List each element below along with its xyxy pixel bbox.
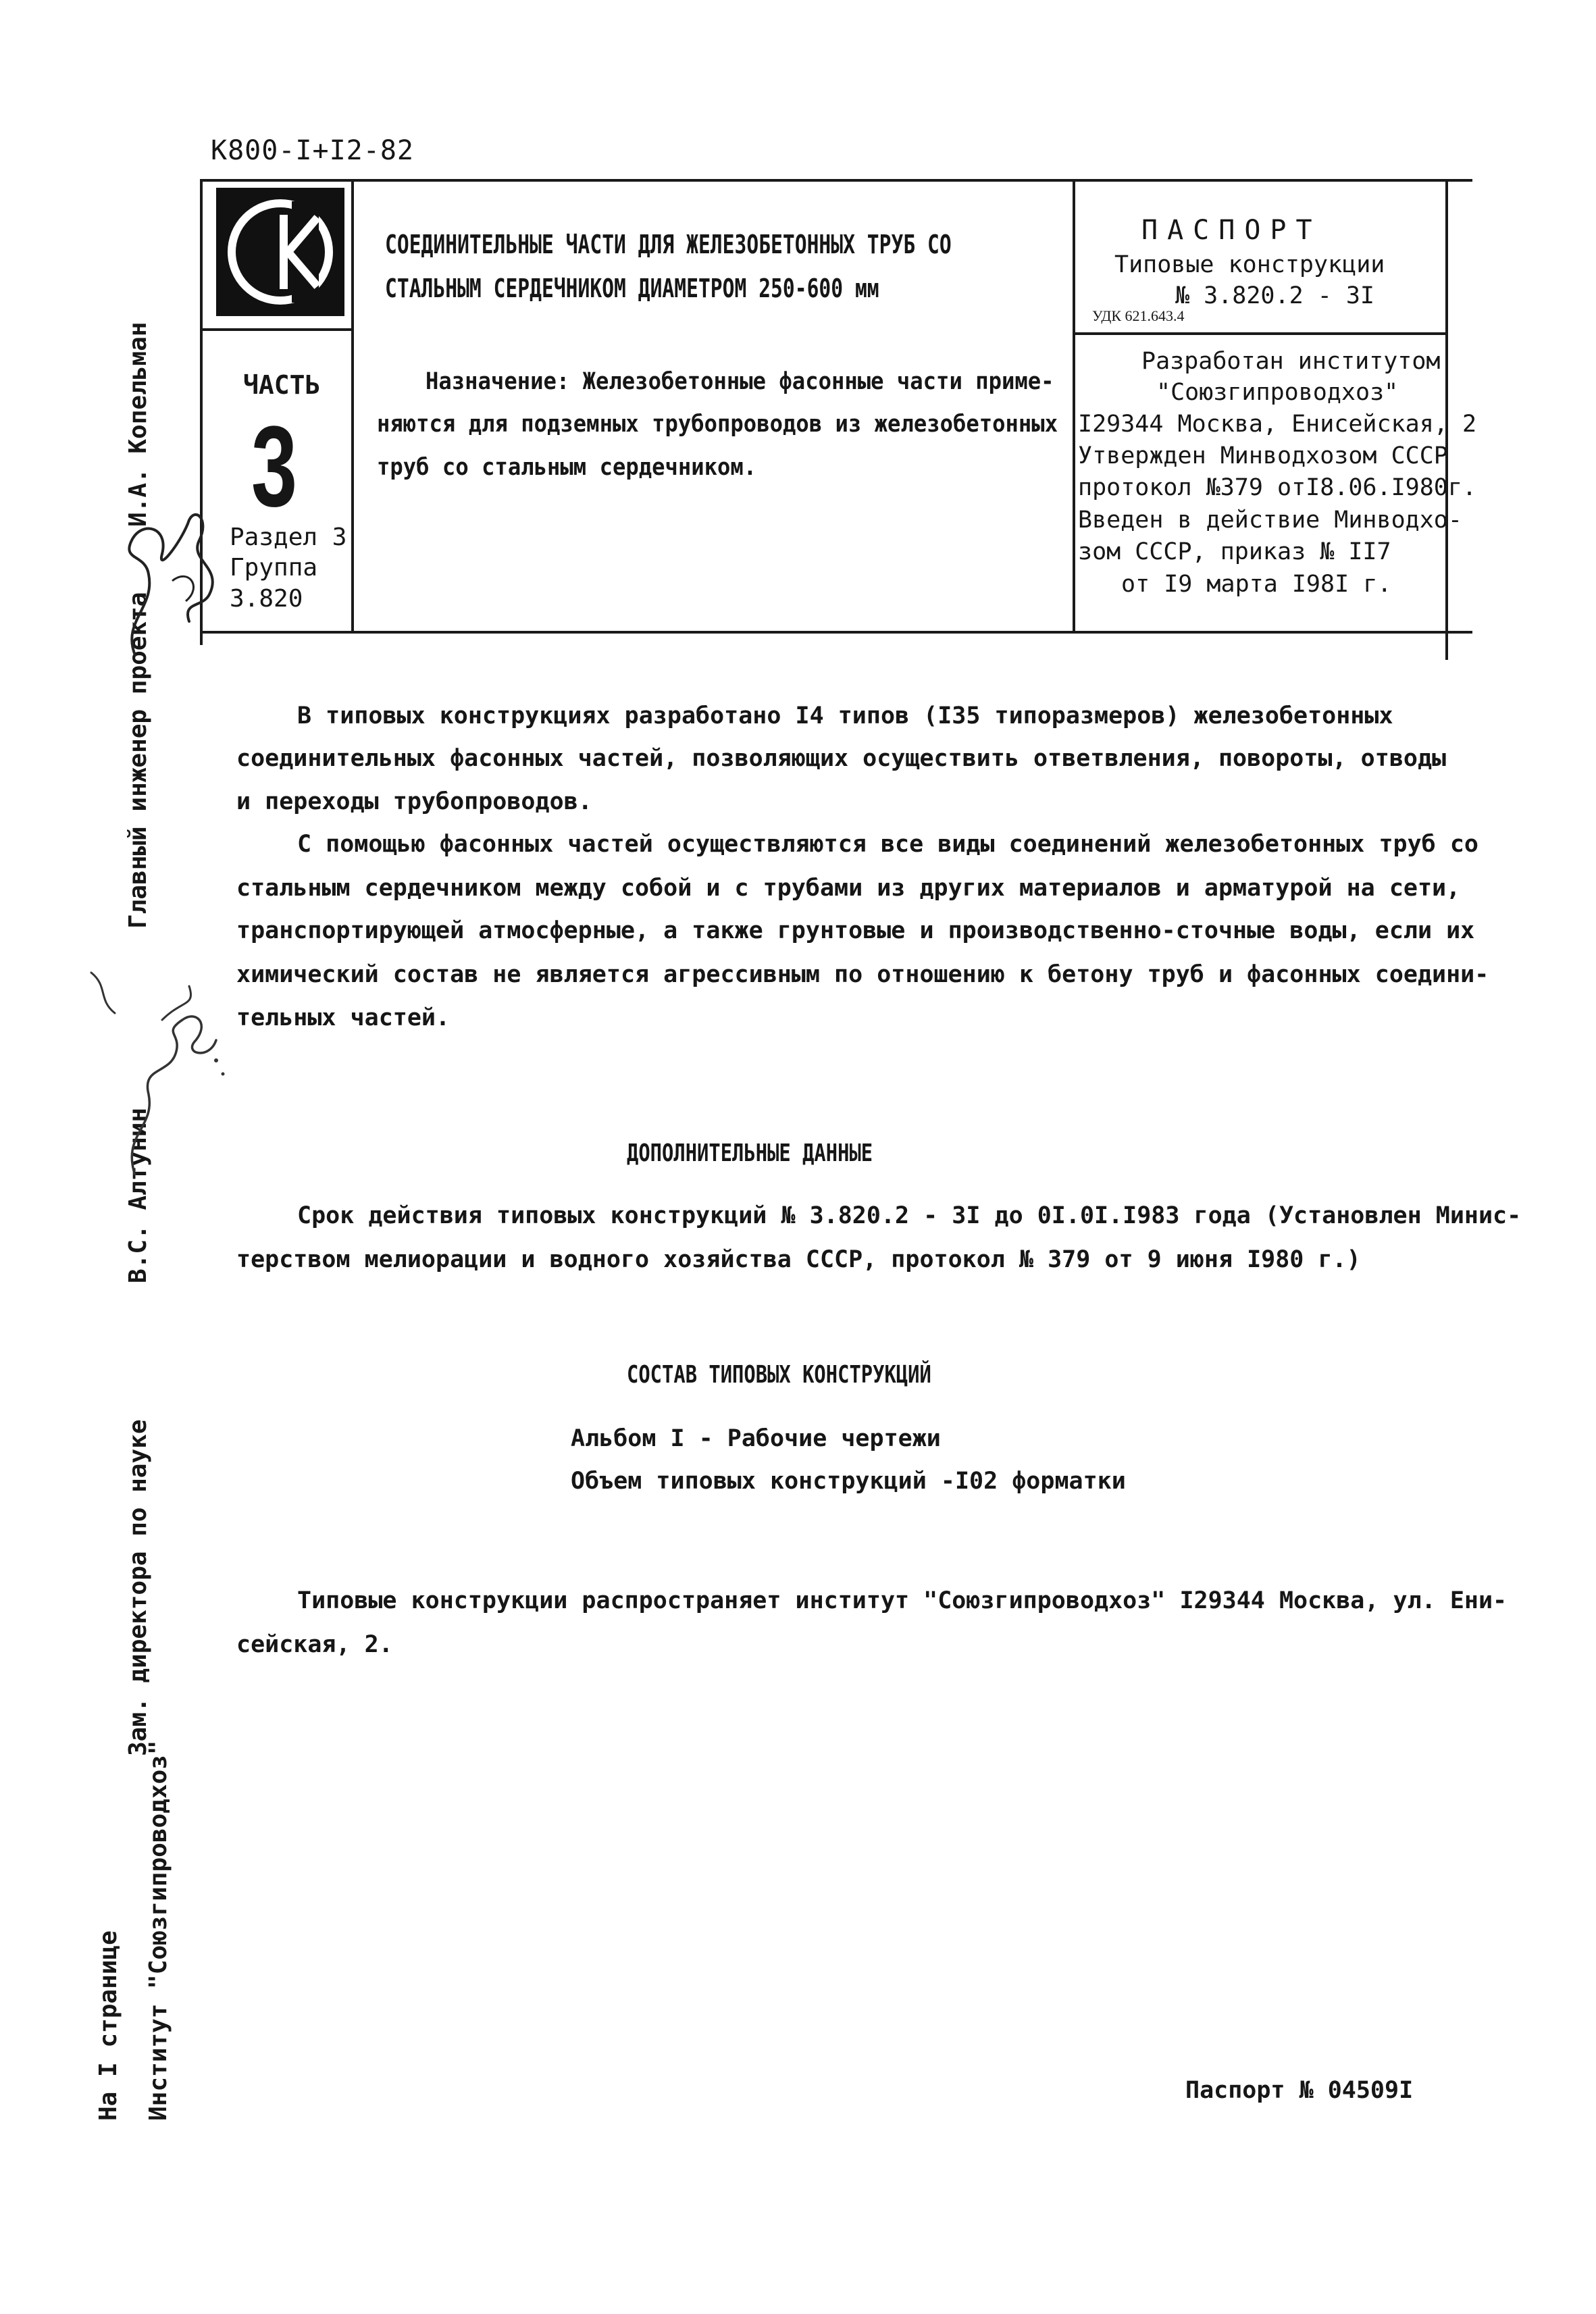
logo-ck-icon [216,188,344,316]
header-bottom-border [200,631,1472,634]
passport-number: № 3.820.2 - 3I [1175,282,1375,309]
deputy-name: В.С. Алтунин [124,1107,152,1283]
volume-line: Объем типовых конструкций -I02 форматки [571,1468,1126,1495]
dev-line-4: Утвержден Минводхозом СССР [1078,442,1448,469]
intro-line-2: соединительных фасонных частей, позволяющих осуществить ответвления, повороты, отводы [236,745,1447,772]
passport-subtitle: Типовые конструкции [1114,251,1385,278]
logo-column-divider [351,179,354,634]
composition-heading: СОСТАВ ТИПОВЫХ КОНСТРУКЦИЙ [627,1361,931,1389]
chief-engineer-name: И.А. Копельман [124,322,152,527]
part-section: Раздел 3 [230,523,347,551]
dev-line-5: протокол №379 отI8.06.I980г. [1078,474,1477,501]
purpose-line-3: труб со стальным сердечником. [377,454,757,481]
usage-line-5: тельных частей. [236,1004,451,1031]
part-group-label: Группа [230,554,318,582]
page-note: На I странице [95,1930,122,2121]
title-column-divider [1073,179,1075,634]
dev-line-8: от I9 марта I98I г. [1121,571,1392,598]
validity-line-2: терством мелиорации и водного хозяйства СССР, протокол № 379 от 9 июня I980 г.) [236,1246,1361,1273]
extra-data-heading: ДОПОЛНИТЕЛЬНЫЕ ДАННЫЕ [627,1139,873,1167]
usage-line-4: химический состав не является агрессивным по отношению к бетону труб и фасонных соедини- [236,961,1489,988]
usage-line-3: транспортирующей атмосферные, а также грунтовые и производственно-сточные воды, если их [236,917,1475,944]
purpose-line-2: няются для подземных трубопроводов из железобетонных [377,411,1058,438]
signature-chief-engineer-icon [108,500,243,675]
passport-label: ПАСПОРТ [1141,215,1322,246]
purpose-line-1: Назначение: Железобетонные фасонные части приме- [426,368,1054,395]
udk-code: УДК 621.643.4 [1092,307,1185,324]
distribution-line-2: сейская, 2. [236,1631,393,1658]
institute-caption: Институт "Союзгипроводхоз" [145,1740,172,2121]
dev-line-1: Разработан институтом [1141,348,1441,375]
intro-line-1: В типовых конструкциях разработано I4 типов (I35 типоразмеров) железобетонных [297,702,1393,729]
dev-line-3: I29344 Москва, Енисейская, 2 [1078,411,1477,438]
part-number: 3 [251,403,298,531]
title-line-2: СТАЛЬНЫМ СЕРДЕЧНИКОМ ДИАМЕТРОМ 250-600 мм [385,274,879,303]
document-code: К800-I+I2-82 [211,135,414,166]
logo-divider [200,328,354,331]
dev-line-2: "Союзгипроводхоз" [1156,379,1399,406]
title-line-1: СОЕДИНИТЕЛЬНЫЕ ЧАСТИ ДЛЯ ЖЕЛЕЗОБЕТОННЫХ ТРУБ СО [385,230,952,259]
institute-logo [216,188,344,316]
intro-line-3: и переходы трубопроводов. [236,788,592,815]
album-line: Альбом I - Рабочие чертежи [571,1425,941,1452]
passport-divider [1073,332,1448,335]
part-group-number: 3.820 [230,585,303,613]
dev-line-6: Введен в действие Минводхо- [1078,507,1462,534]
signature-deputy-icon [81,959,236,1175]
distribution-line-1: Типовые конструкции распространяет институт "Союзгипроводхоз" I29344 Москва, ул. Ени- [297,1587,1508,1614]
chief-engineer-title: Главный инженер проекта [124,592,152,929]
usage-line-1: С помощью фасонных частей осуществляются все виды соединений железобетонных труб со [297,831,1478,858]
validity-line-1: Срок действия типовых конструкций № 3.820.2 - 3I до 0I.0I.I983 года (Установлен Минис- [297,1202,1522,1229]
dev-line-7: зом СССР, приказ № II7 [1078,538,1391,565]
header-top-border [200,179,1472,182]
part-label: ЧАСТЬ [243,370,321,400]
passport-footer-number: Паспорт № 04509I [1185,2077,1414,2104]
deputy-title: Зам. директора по науке [124,1419,152,1756]
usage-line-2: стальным сердечником между собой и с трубами из других материалов и арматурой на сети, [236,875,1461,902]
